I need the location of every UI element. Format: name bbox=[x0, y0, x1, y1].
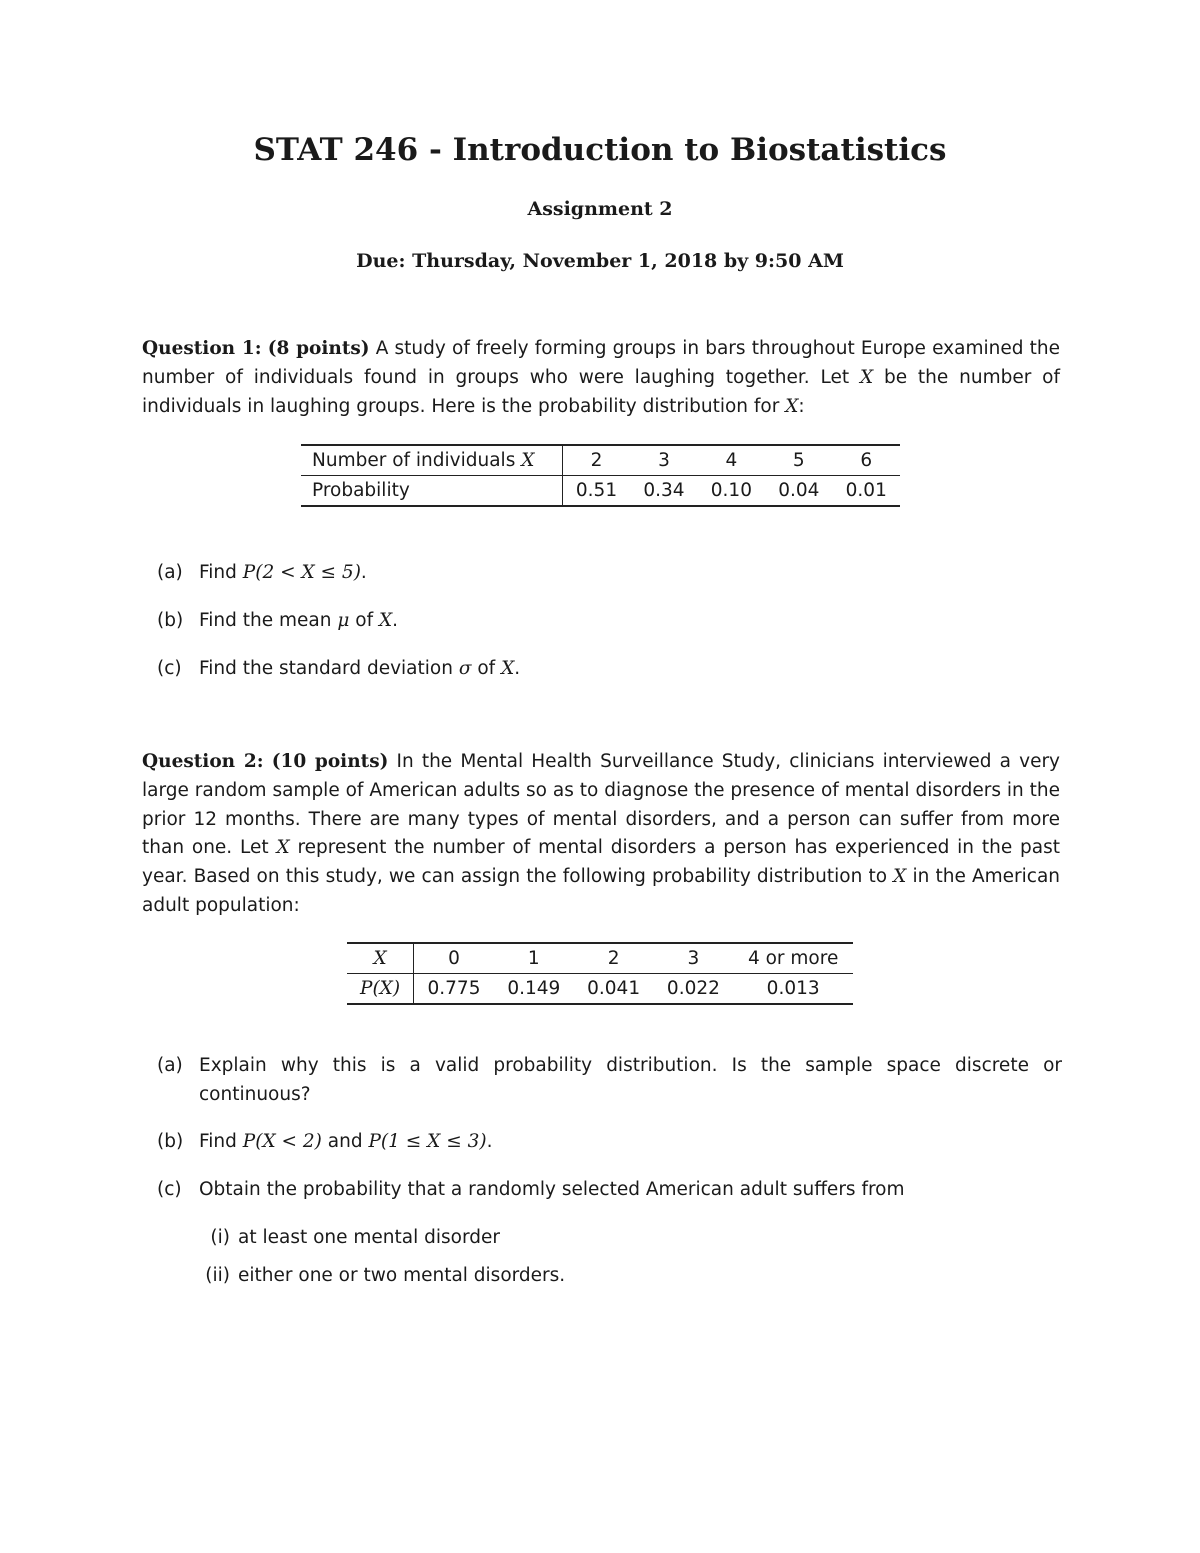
page-title: STAT 246 - Introduction to Biostatistics bbox=[253, 132, 947, 168]
question-1-points: (8 points) bbox=[267, 338, 370, 359]
q2-distribution-table bbox=[347, 942, 853, 1005]
q1-part-c bbox=[157, 655, 1062, 684]
part-text: Find bbox=[199, 1131, 243, 1152]
table-row bbox=[347, 974, 853, 1005]
var-x: X bbox=[893, 866, 907, 888]
math-expression: X bbox=[379, 610, 393, 631]
math-expression: σ bbox=[458, 658, 472, 679]
q2-subpart-i bbox=[190, 1224, 500, 1253]
part-marker: (b) bbox=[157, 1131, 184, 1152]
table-cell: 0.022 bbox=[666, 978, 720, 999]
math-expression: X bbox=[501, 658, 515, 679]
table-cell: 0.10 bbox=[710, 480, 752, 501]
question-1-label: Question 1: bbox=[142, 338, 262, 359]
table-cell: 0.013 bbox=[766, 978, 820, 999]
part-text: of bbox=[471, 658, 502, 679]
part-text: Find the mean bbox=[199, 610, 338, 631]
q1-part-b bbox=[157, 607, 1062, 636]
part-text: Find the standard deviation bbox=[199, 658, 459, 679]
subpart-marker: (ii) bbox=[205, 1265, 230, 1286]
table-cell: 0.041 bbox=[587, 978, 641, 999]
var-x: X bbox=[521, 450, 535, 471]
assignment-label: Assignment 2 bbox=[527, 198, 673, 220]
question-1-body-b: be the number of individuals in laughing groups. Here is the probability distribution for bbox=[142, 366, 1060, 417]
math-expression: P(2 < X ≤ 5) bbox=[242, 562, 361, 583]
part-text: of bbox=[349, 610, 379, 631]
subpart-text: at least one mental disorder bbox=[238, 1227, 500, 1248]
table-cell: 0.04 bbox=[778, 480, 820, 501]
question-2-text bbox=[142, 748, 1060, 921]
table-cell: 4 bbox=[698, 445, 765, 476]
part-marker: (b) bbox=[157, 610, 184, 631]
math-expression: P(X < 2) bbox=[242, 1131, 322, 1152]
math-expression: P(1 ≤ X ≤ 3) bbox=[368, 1131, 487, 1152]
q2-subpart-ii bbox=[190, 1262, 565, 1291]
due-date: Due: Thursday, November 1, 2018 by 9:50 AM bbox=[356, 250, 844, 272]
table-cell: 1 bbox=[494, 943, 574, 974]
question-2-body-b: represent the number of mental disorders a person has experienced in the past year. Based on this study, we can assign the following probability distribution to bbox=[142, 837, 1061, 888]
question-1-text bbox=[142, 335, 1060, 421]
part-marker: (a) bbox=[157, 1055, 183, 1076]
table-cell: 2 bbox=[574, 943, 654, 974]
q2-part-b bbox=[157, 1128, 1062, 1157]
var-x: X bbox=[785, 395, 799, 417]
table-cell: 0.01 bbox=[845, 480, 887, 501]
table-cell: 6 bbox=[833, 445, 900, 476]
table-cell: 5 bbox=[765, 445, 832, 476]
table-cell: 0.775 bbox=[427, 978, 481, 999]
table-cell: 0.149 bbox=[507, 978, 561, 999]
table-header-cell: P(X) bbox=[347, 974, 414, 1005]
table-cell: 3 bbox=[630, 445, 697, 476]
part-text: Obtain the probability that a randomly selected American adult suffers from bbox=[199, 1179, 905, 1200]
table-cell: 0.51 bbox=[575, 480, 618, 501]
var-x: X bbox=[859, 366, 874, 388]
table-cell: 0 bbox=[414, 943, 494, 974]
q1-part-a bbox=[157, 559, 1062, 588]
question-1-body-c: : bbox=[798, 395, 805, 417]
part-marker: (c) bbox=[157, 658, 182, 679]
math-expression: μ bbox=[337, 610, 350, 631]
q2-part-c bbox=[157, 1176, 1062, 1205]
table-cell: 4 or more bbox=[733, 943, 853, 974]
part-text: and bbox=[321, 1131, 369, 1152]
part-text: . bbox=[360, 562, 367, 583]
table-row bbox=[301, 476, 900, 507]
table-header-cell bbox=[301, 445, 562, 476]
part-text: . bbox=[514, 658, 521, 679]
table-header-cell: X bbox=[347, 943, 414, 974]
question-2-points: (10 points) bbox=[271, 751, 389, 772]
table-cell: 2 bbox=[562, 445, 630, 476]
question-2-body-a: In the Mental Health Surveillance Study, clinicians interviewed a very large random sample of American adults so as to diagnose the presence of mental disorders in the prior 12 months. There are many types of mental disorders, and a person can suffer from more than one. Let bbox=[142, 751, 1061, 859]
table-row bbox=[347, 943, 853, 974]
part-marker: (c) bbox=[157, 1179, 182, 1200]
table-cell: 3 bbox=[654, 943, 734, 974]
part-text: . bbox=[486, 1131, 493, 1152]
table-header-cell: Probability bbox=[301, 476, 562, 507]
subpart-marker: (i) bbox=[210, 1227, 230, 1248]
table-cell: 0.34 bbox=[643, 480, 685, 501]
table-row bbox=[301, 445, 900, 476]
part-marker: (a) bbox=[157, 562, 183, 583]
q1-distribution-table bbox=[301, 444, 900, 507]
part-text: . bbox=[392, 610, 399, 631]
question-2-body-c: in the American adult population: bbox=[142, 866, 1061, 916]
subpart-text: either one or two mental disorders. bbox=[238, 1265, 566, 1286]
row-label-text: Number of individuals bbox=[312, 450, 522, 471]
part-text: Find bbox=[199, 562, 243, 583]
q2-part-a bbox=[157, 1052, 1062, 1110]
question-1-body-a: A study of freely forming groups in bars throughout Europe examined the number of individuals found in groups who were laughing together. Let bbox=[142, 338, 1060, 388]
var-x: X bbox=[276, 837, 290, 859]
question-2-label: Question 2: bbox=[142, 751, 264, 772]
part-text: Explain why this is a valid probability distribution. Is the sample space discrete or continuous? bbox=[199, 1055, 1062, 1105]
